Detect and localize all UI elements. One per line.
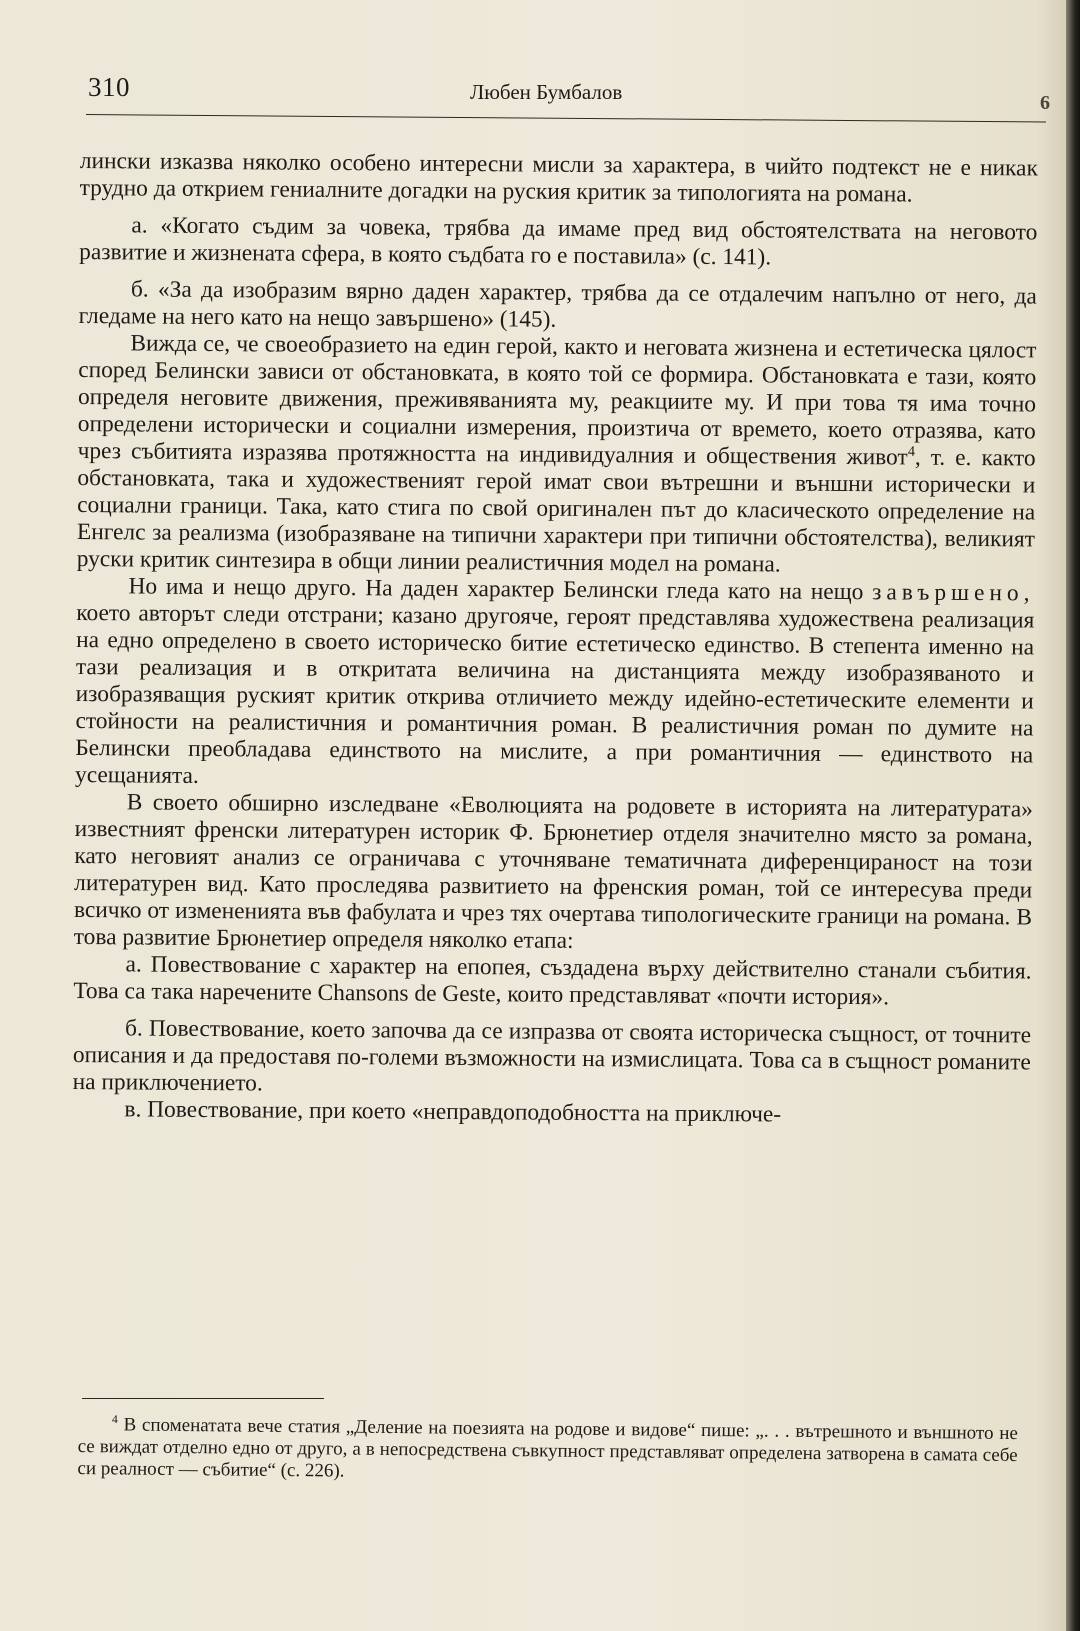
paragraph-stage-a: а. Повествование с характер на епопея, създадена върху действително станали събития. Това са така наречените Chansons de Geste, които представляват «почти история». <box>73 951 1032 1011</box>
paragraph-quote-b: б. «За да изобразим вярно даден характер, трябва да се отдалечим напълно от него, да гледаме на него като на нещо завършено» (145). <box>78 276 1037 333</box>
paragraph-distance-part2: което авторът следи отстрани; казано другояче, героят представлява художествена реализация на едно определено в своето историческо битие естетическо единство. В степента именно на тази реализация и в откритата величина на дистанцията между изобразяваното и изобразяващия руският критик открива отличието между идейно-естетическите елементи и стойности на реалистичния и романтичния роман. В реалистичния роман по думите на Белински преобладава единството на мислите, а при романтичния — единството на усещанията. <box>74 599 1035 789</box>
page-number: 310 <box>88 72 130 102</box>
footnotes <box>77 1414 1018 1489</box>
paragraph-analysis <box>77 330 1037 581</box>
footnote-marker: 4 <box>111 1412 118 1427</box>
footnote-4 <box>77 1414 1018 1489</box>
paragraph-stage-b: б. Повествование, което започва да се изпразва от своята историческа същност, от точните описания и да предоставя по-големи възможности на измислицата. Това са в същност романите на приключението. <box>72 1015 1032 1097</box>
spaced-emphasis: завършено, <box>872 579 1035 607</box>
paragraph-quote-a: а. «Когато съдим за човека, трябва да имаме пред вид обстоятелствата на неговото развитие и жизнената сфера, в която съдбата го е поставила» (с. 141). <box>79 212 1038 271</box>
page-binding-edge <box>1066 0 1080 1631</box>
paragraph-brunetiere: В своето обширно изследване «Еволюцията на родовете в историята на литературата» известният френски литературен историк Ф. Брюнетиер отделя значително място за романа, като неговият анализ се ограничава с уточняване тематичната диференцираност на този литературен вид. Като проследява развитието на френския роман, той се интересува преди всичко от измененията във фабулата и чрез тях очертава типологическите граници на романа. В това развитие Брюнетиер определя няколко етапа: <box>73 789 1033 954</box>
paragraph-distance <box>75 573 1035 797</box>
footnote-text: В споменатата вече статия „Деление на поезията на родове и видове“ пише: „. . . вътрешното и външното не се виждат отделно едно от друго, а в непосредствена съвкупност представляват определена затворена в самата себе си реалност — събитие“ (с. 226). <box>77 1414 1018 1482</box>
footnote-reference: 4 <box>907 443 916 460</box>
footnote-rule <box>82 1398 324 1399</box>
paragraph-continuation: лински изказва няколко особено интересни мисли за характера, в чийто подтекст не е никак трудно да открием гениалните догадки на руския критик за типологията на романа. <box>79 148 1038 208</box>
paragraph-analysis-part1: Вижда се, че своеобразието на един герой, както и неговата жизнена и естетическа цялост според Белински зависи от обстановката, в която той се формира. Обстановката е тази, която определя неговите движения, преживяванията му, реакциите му. И при това тя има точно определени исторически и социални измерения, произтича от времето, което отразява, като чрез събитията изразява протяжността на индивидуалния и обществения живот <box>77 330 1037 471</box>
running-title: Любен Бумбалов <box>470 80 623 104</box>
body-text <box>72 148 1038 1130</box>
header-rule <box>86 114 1046 123</box>
paragraph-analysis-part2: , т. е. както обстановката, така и художественият герой имат свои вътрешни и външни исторически и социални граници. Така, като стига по свой оригинален път до класическото определение на Енгелс за реализма (изобразяване на типични характери при типични обстоятелства), великият руски критик синтезира в общи линии реалистичния модел на романа. <box>76 444 1036 578</box>
corner-mark: 6 <box>1040 92 1050 114</box>
paragraph-stage-c: в. Повествование, при което «неправдоподобността на приключе- <box>124 1096 782 1128</box>
paragraph-distance-part1: Но има и нещо друго. На даден характер Белински гледа като на нещо <box>128 573 864 606</box>
